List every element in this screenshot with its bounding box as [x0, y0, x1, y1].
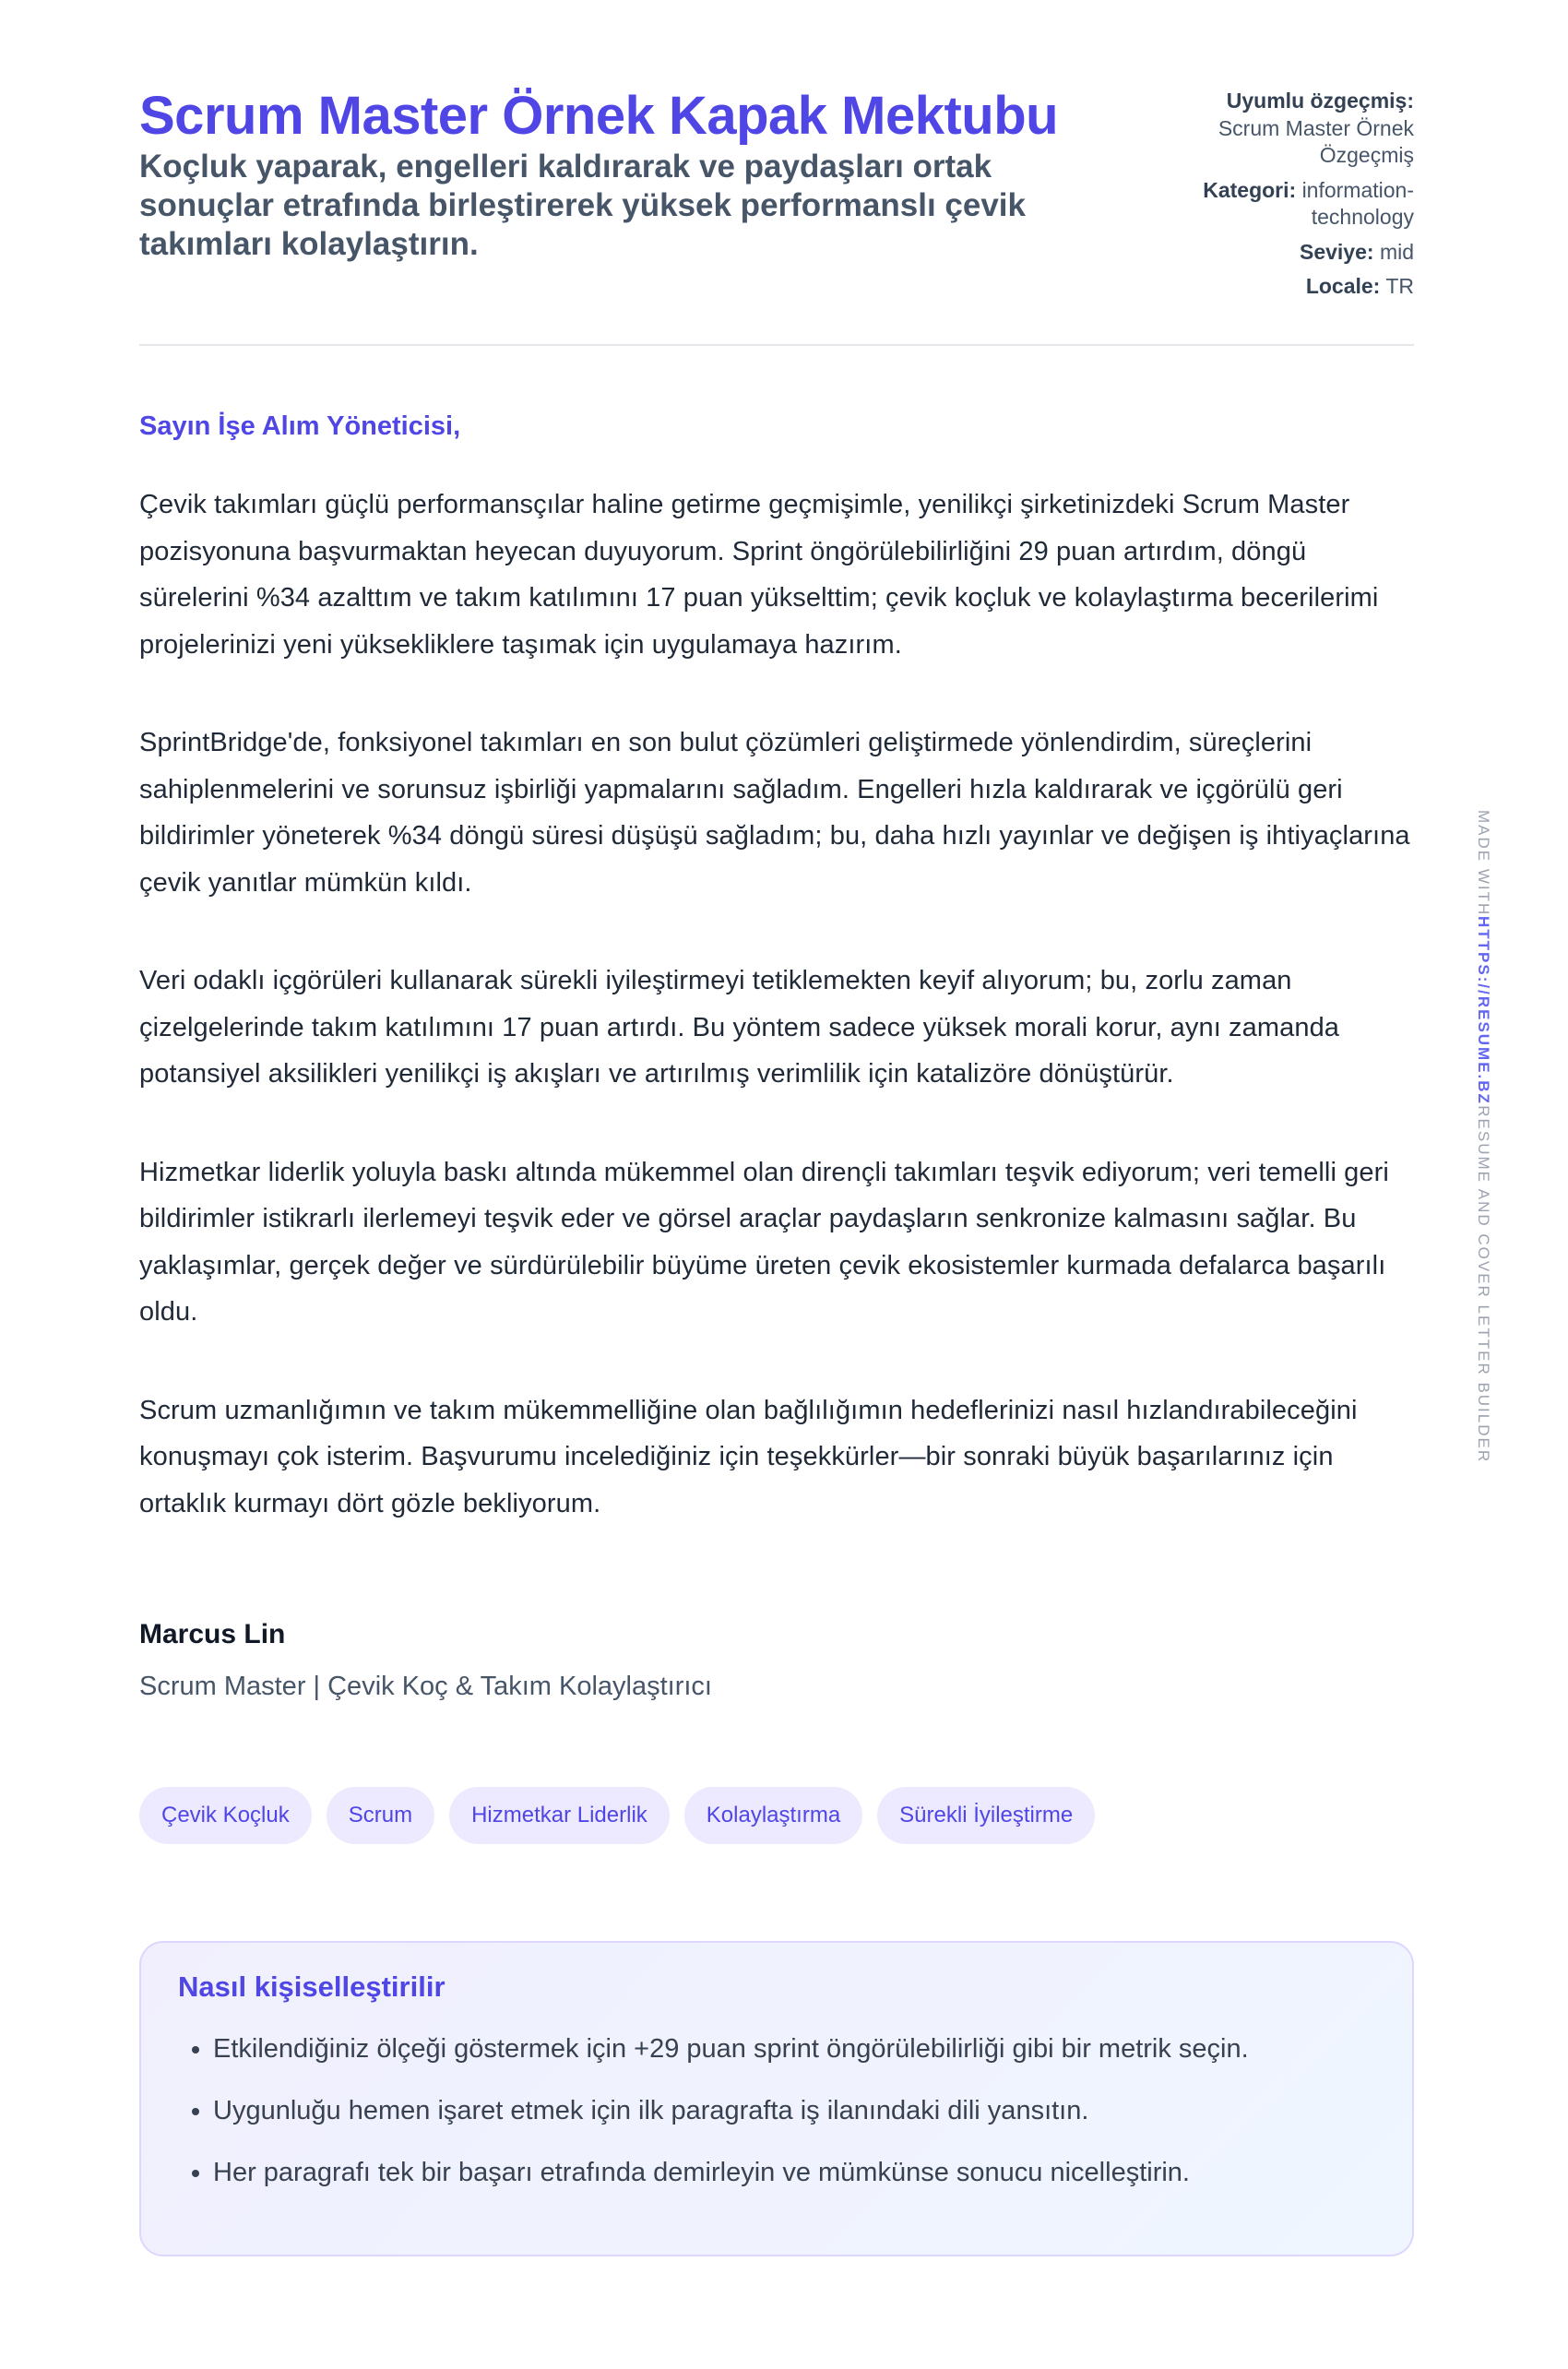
- tips-box: [139, 1941, 1414, 2256]
- page-title: Scrum Master Örnek Kapak Mektubu: [139, 86, 1059, 146]
- paragraph: Çevik takımları güçlü performansçılar haline getirme geçmişimle, yenilikçi şirketinizdeki Scrum Master pozisyonuna başvurmaktan heyecan duyuyorum. Sprint öngörülebilirliğini 29 puan artırdım, döngü sürelerini %34 azalttım ve takım katılımını 17 puan yükselttim; çevik koçluk ve kolaylaştırma becerilerimi projelerinizi yeni yüksekliklere taşımak için uygulamaya hazırım.: [139, 490, 1379, 660]
- signature-title: Scrum Master | Çevik Koç & Takım Kolaylaştırıcı: [139, 1672, 712, 1701]
- page-subtitle: Koçluk yaparak, engelleri kaldırarak ve paydaşları ortak sonuçlar etrafında birleştirerek yüksek performanslı çevik takımları kolaylaştırın.: [139, 149, 1026, 262]
- letter-body: [139, 482, 1414, 1578]
- meta-resume: Uyumlu özgeçmiş: Scrum Master Örnek Özgeçmiş: [1218, 89, 1414, 167]
- skill-tag: Çevik Koçluk: [139, 1787, 312, 1844]
- skill-tag: Sürekli İyileştirme: [877, 1787, 1095, 1844]
- paragraph: Veri odaklı içgörüleri kullanarak sürekli iyileştirmeyi tetiklemekten keyif alıyorum; bu, zorlu zaman çizelgelerinde takım katılımını 17 puan artırdı. Bu yöntem sadece yüksek morali korur, aynı zamanda potansiyel aksilikleri yenilikçi iş akışları ve artırılmış verimlilik için katalizöre dönüştürür.: [139, 966, 1340, 1089]
- header: [139, 0, 1414, 346]
- salutation: Sayın İşe Alım Yöneticisi,: [139, 411, 461, 441]
- made-with-credit: MADE WITHHTTPS://RESUME.BZRESUME AND COVER LETTER BUILDER: [1475, 810, 1492, 1464]
- cover-letter-page: [139, 0, 1414, 2187]
- skill-tag: Scrum: [327, 1787, 434, 1844]
- tips-list: [178, 2030, 1375, 2193]
- paragraph: SprintBridge'de, fonksiyonel takımları en son bulut çözümleri geliştirmede yönlendirdim, süreçlerini sahiplenmelerini ve sorunsuz işbirliği yapmalarını sağladım. Engelleri hızla kaldırarak ve içgörülü geri bildirimler yöneterek %34 döngü süresi düşüşü sağladım; bu, daha hızlı yayınlar ve değişen iş ihtiyaçlarına çevik yanıtlar mümkün kıldı.: [139, 728, 1410, 898]
- meta-category: Kategori: information-technology: [1203, 177, 1414, 229]
- skill-tag: Hizmetkar Liderlik: [449, 1787, 670, 1844]
- tip-item: • Etkilendiğiniz ölçeği göstermek için +29 puan sprint öngörülebilirliği gibi bir metrik seçin.: [213, 2030, 1375, 2069]
- meta-level: Seviye: mid: [1299, 239, 1414, 264]
- paragraph: Hizmetkar liderlik yoluyla baskı altında mükemmel olan dirençli takımları teşvik ediyorum; veri temelli geri bildirimler istikrarlı ilerlemeyi teşvik eder ve görsel araçlar paydaşların senkronize kalmasını sağlar. Bu yaklaşımlar, gerçek değer ve sürdürülebilir büyüme üreten çevik ekosistemler kurmada defalarca başarılı oldu.: [139, 1157, 1389, 1327]
- paragraph: Scrum uzmanlığımın ve takım mükemmelliğine olan bağlılığımın hedeflerinizi nasıl hızlandırabileceğini konuşmayı çok isterim. Başvurumu incelediğiniz için teşekkürler—bir sonraki büyük başarılarınız için ortaklık kurmayı dört gözle bekliyorum.: [139, 1395, 1358, 1518]
- signature-name: Marcus Lin: [139, 1619, 286, 1649]
- meta-locale: Locale: TR: [1305, 274, 1414, 298]
- tips-title: Nasıl kişiselleştirilir: [178, 1970, 445, 2003]
- skill-tags: [139, 1787, 1095, 1844]
- skill-tag: Kolaylaştırma: [684, 1787, 862, 1844]
- tip-item: • Uygunluğu hemen işaret etmek için ilk paragrafta iş ilanındaki dili yansıtın.: [213, 2091, 1375, 2131]
- tip-item: • Her paragrafı tek bir başarı etrafında demirleyin ve mümkünse sonucu nicelleştirin.: [213, 2153, 1375, 2193]
- resume-bz-link[interactable]: HTTPS://RESUME.BZ: [1475, 916, 1492, 1106]
- meta-panel: [1137, 88, 1414, 308]
